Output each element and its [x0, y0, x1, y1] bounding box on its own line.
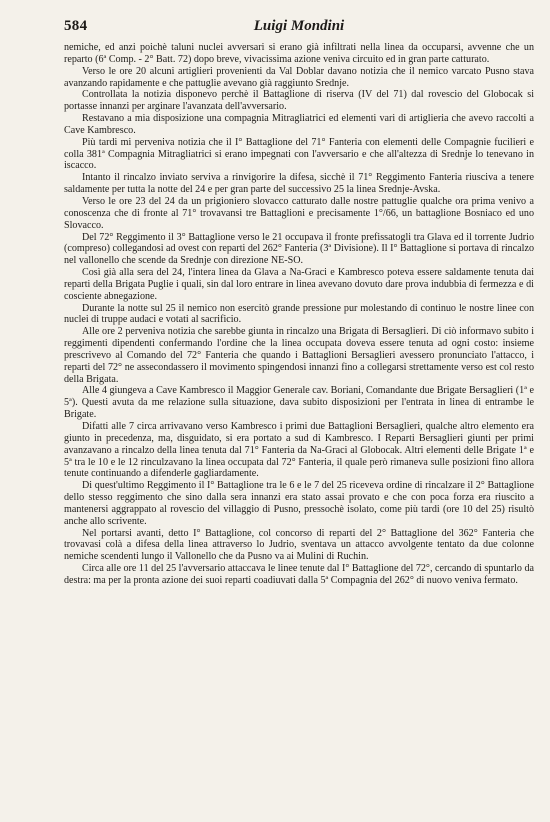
paragraph: nemiche, ed anzi poichè taluni nuclei avversari si erano già infiltrati nella linea da occuparsi, avvenne che un reparto (6ª Comp. - 2° Batt. 72) dopo breve, vivacissima azione veniva circuito ed in gran parte catturato. — [64, 42, 534, 65]
paragraph: Intanto il rincalzo inviato serviva a rinvigorire la difesa, sicchè il 71° Reggimento Fanteria riusciva a tenere saldamente per tutta la notte del 24 e per gran parte del successivo 25 la linea Srednje-Avska. — [64, 172, 534, 196]
paragraph: Così già alla sera del 24, l'intera linea da Glava a Na-Graci e Kambresco poteva essere saldamente tenuta dai reparti della Brigata Puglie i quali, sin dal loro entrare in linea avevano dovuto dare prova indubbia di fermezza e di cosciente abnegazione. — [64, 267, 534, 302]
paragraph: Nel portarsi avanti, detto I° Battaglione, col concorso di reparti del 2° Battaglione del 362° Fanteria che trovavasi colà a difesa della linea attraverso lo Judrio, sventava un attacco avvolgente tentato da due colonne nemiche scendenti lungo il Vallonello che da Pusno va ai Mulini di Ruchin. — [64, 527, 534, 563]
paragraph: Alle 4 giungeva a Cave Kambresco il Maggior Generale cav. Boriani, Comandante due Brigate Bersaglieri (1ª e 5ª). Questi avuta da me relazione sulla situazione, dava subito disposizioni per l'entrata in linea di entrambe le Brigate. — [64, 385, 534, 421]
page-header — [64, 18, 534, 38]
running-head-author: Luigi Mondini — [253, 18, 345, 34]
paragraph: Alle ore 2 perveniva notizia che sarebbe giunta in rincalzo una Brigata di Bersaglieri. Di ciò informavo subito i reggimenti dipendenti confermando l'ordine che la linea occupata doveva essere tenuta ad ogni costo: insieme prescrivevo al Comando del 72° Fanteria che quando i Battaglioni Bersaglieri avessero pronunciato l'attacco, i reparti del 72° ne assecondassero il movimento spingendosi innanzi fino a collegarsi strettamente verso est col resto della Brigata. — [64, 326, 534, 385]
paragraph: Di quest'ultimo Reggimento il I° Battaglione tra le 6 e le 7 del 25 riceveva ordine di rincalzare il 2° Battaglione dello stesso reggimento che sino dalla sera innanzi era stato assai provato e che con poca forza era riuscito a mantenersi aggrappato al rovescio del villaggio di Pusno, pressochè isolato, come più tardi (ore 10 del 25) risultò anche allo scrivente. — [64, 480, 534, 527]
body-text — [64, 42, 534, 587]
paragraph: Del 72° Reggimento il 3° Battaglione verso le 21 occupava il fronte prefissatogli tra Glava ed il torrente Judrio (compreso) collegandosi ad ovest con reparti del 262° Fanteria (3ª Divisione). Il I° Battaglione si portava di rincalzo nel vallonello che scende da Srednje con direzione NE-SO. — [64, 231, 534, 267]
page-number: 584 — [64, 18, 88, 34]
paragraph: Verso le ore 23 del 24 da un prigioniero slovacco catturato dalle nostre pattuglie qualche ora prima venivo a conoscenza che di fronte al 71° trovavansi tre Battaglioni e precisamente 1°/66, un battaglione Bosniaco ed uno Slovacco. — [64, 195, 534, 231]
paragraph: Controllata la notizia disponevo perchè il Battaglione di riserva (IV del 71) dal rovescio del Globocak si portasse innanzi per arginare l'avanzata dell'avversario. — [64, 89, 534, 113]
paragraph: Difatti alle 7 circa arrivavano verso Kambresco i primi due Battaglioni Bersaglieri, qualche altro elemento era giunto in precedenza, ma, disguidato, si era portato a sud di Kambresco. I Reparti Bersaglieri giunti per primi avanzavano a rincalzo della linea tenuta dal 71° Fanteria da Na-Graci al Globocak. Altri elementi delle Brigate 1ª e 5ª tra le 10 e le 12 rinculzavano la linea occupata dal 72° Fanteria, il quale però rimaneva sulle posizioni fino allora tenute continuando a difenderle gagliardamente. — [64, 421, 534, 480]
paragraph: Più tardi mi perveniva notizia che il I° Battaglione del 71° Fanteria con elementi delle Compagnie fucilieri e colla 381ª Compagnia Mitragliatrici si erano impegnati con l'avversario e che all'altezza di Srednje lo tenevano in iscacco. — [64, 136, 534, 172]
paragraph: Durante la notte sul 25 il nemico non esercitò grande pressione pur molestando di continuo le nostre linee con nuclei di truppe audaci e votati al sacrificio. — [64, 302, 534, 326]
paragraph: Restavano a mia disposizione una compagnia Mitragliatrici ed elementi vari di artiglieria che avevo raccolti a Cave Kambresco. — [64, 113, 534, 136]
paragraph: Verso le ore 20 alcuni artiglieri provenienti da Val Doblar davano notizia che il nemico varcato Pusno stava avanzando rapidamente e che pattuglie avevano già raggiunto Srednje. — [64, 65, 534, 89]
paragraph: Circa alle ore 11 del 25 l'avversario attaccava le linee tenute dal I° Battaglione del 72°, cercando di spuntarlo da destra: ma per la pronta azione dei suoi reparti coadiuvati dalla 5ª Compagnia del 262° di nuovo veniva fermato. — [64, 563, 534, 586]
